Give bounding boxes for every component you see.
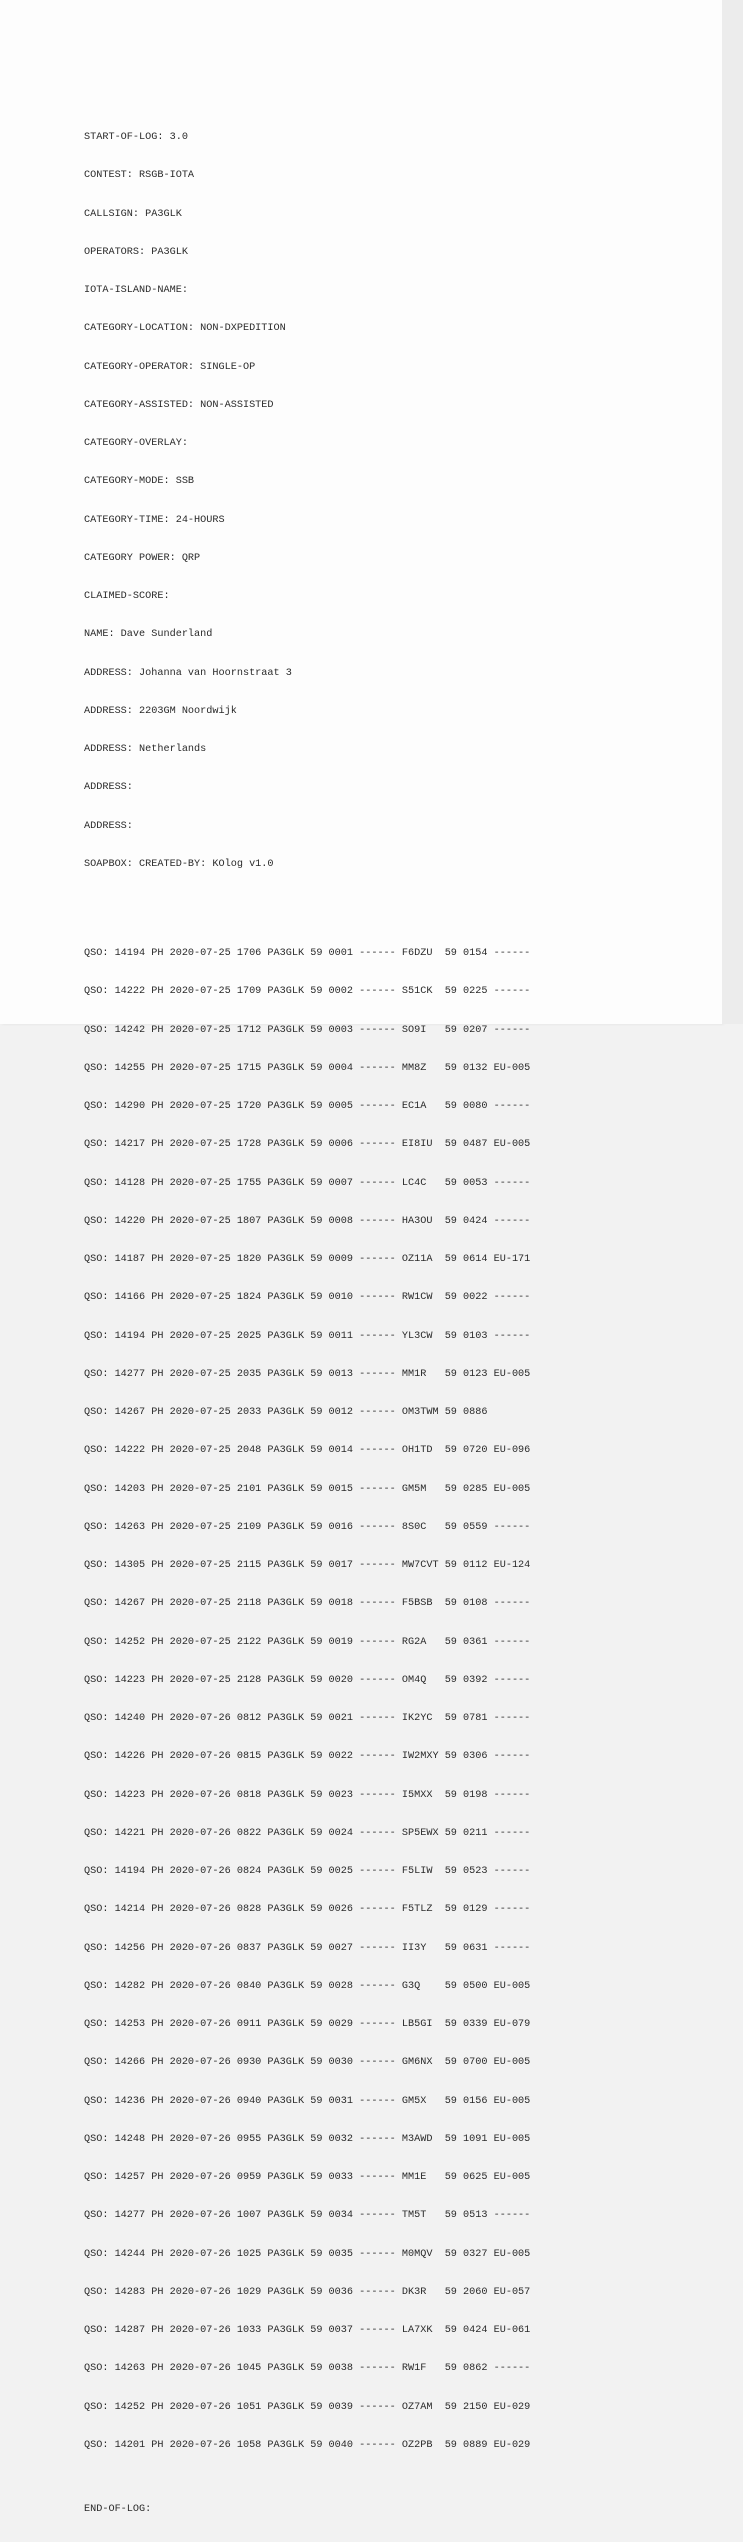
- qso-line: QSO: 14256 PH 2020-07-26 0837 PA3GLK 59 0027 ------ II3Y 59 0631 ------: [84, 1942, 531, 1954]
- address-line: ADDRESS: 2203GM Noordwijk: [84, 705, 237, 717]
- address-line: ADDRESS:: [84, 782, 133, 794]
- qso-line: QSO: 14240 PH 2020-07-26 0812 PA3GLK 59 0021 ------ IK2YC 59 0781 ------: [84, 1713, 531, 1724]
- iota-island-name-line: IOTA-ISLAND-NAME:: [84, 285, 188, 296]
- qso-line: QSO: 14128 PH 2020-07-25 1755 PA3GLK 59 0007 ------ LC4C 59 0053 ------: [84, 1177, 531, 1189]
- address-line: ADDRESS:: [84, 820, 133, 832]
- qso-line: QSO: 14244 PH 2020-07-26 1025 PA3GLK 59 0035 ------ M0MQV 59 0327 EU-005: [84, 2248, 531, 2260]
- scanner-edge: [722, 0, 743, 1024]
- category-assisted-line: CATEGORY-ASSISTED: NON-ASSISTED: [84, 399, 274, 411]
- qso-line: QSO: 14194 PH 2020-07-26 0824 PA3GLK 59 0025 ------ F5LIW 59 0523 ------: [84, 1866, 531, 1877]
- qso-line: QSO: 14187 PH 2020-07-25 1820 PA3GLK 59 0009 ------ OZ11A 59 0614 EU-171: [84, 1254, 531, 1265]
- contest-line: CONTEST: RSGB-IOTA: [84, 170, 195, 182]
- end-of-log-line: END-OF-LOG:: [84, 2503, 152, 2515]
- qso-line: QSO: 14277 PH 2020-07-25 2035 PA3GLK 59 0013 ------ MM1R 59 0123 EU-005: [84, 1368, 531, 1380]
- qso-line: QSO: 14194 PH 2020-07-25 1706 PA3GLK 59 0001 ------ F6DZU 59 0154 ------: [84, 948, 531, 959]
- qso-line: QSO: 14222 PH 2020-07-25 1709 PA3GLK 59 0002 ------ S51CK 59 0225 ------: [84, 986, 531, 998]
- callsign-line: CALLSIGN: PA3GLK: [84, 208, 182, 220]
- qso-line: QSO: 14222 PH 2020-07-25 2048 PA3GLK 59 0014 ------ OH1TD 59 0720 EU-096: [84, 1445, 531, 1457]
- start-of-log-line: START-OF-LOG: 3.0: [84, 132, 188, 143]
- qso-line: QSO: 14305 PH 2020-07-25 2115 PA3GLK 59 0017 ------ MW7CVT 59 0112 EU-124: [84, 1560, 531, 1571]
- qso-line: QSO: 14221 PH 2020-07-26 0822 PA3GLK 59 0024 ------ SP5EWX 59 0211 ------: [84, 1827, 531, 1839]
- qso-line: QSO: 14220 PH 2020-07-25 1807 PA3GLK 59 0008 ------ HA3OU 59 0424 ------: [84, 1215, 531, 1227]
- address-line: ADDRESS: Johanna van Hoornstraat 3: [84, 667, 292, 679]
- category-time-line: CATEGORY-TIME: 24-HOURS: [84, 514, 225, 526]
- operators-line: OPERATORS: PA3GLK: [84, 246, 188, 258]
- category-overlay-line: CATEGORY-OVERLAY:: [84, 438, 188, 449]
- claimed-score-line: CLAIMED-SCORE:: [84, 591, 170, 602]
- qso-line: QSO: 14223 PH 2020-07-26 0818 PA3GLK 59 0023 ------ I5MXX 59 0198 ------: [84, 1789, 531, 1801]
- qso-line: QSO: 14194 PH 2020-07-25 2025 PA3GLK 59 0011 ------ YL3CW 59 0103 ------: [84, 1330, 531, 1342]
- log-header: [84, 107, 530, 898]
- qso-line: QSO: 14226 PH 2020-07-26 0815 PA3GLK 59 0022 ------ IW2MXY 59 0306 ------: [84, 1751, 531, 1763]
- qso-line: QSO: 14201 PH 2020-07-26 1058 PA3GLK 59 0040 ------ OZ2PB 59 0889 EU-029: [84, 2439, 531, 2451]
- qso-line: QSO: 14263 PH 2020-07-26 1045 PA3GLK 59 0038 ------ RW1F 59 0862 ------: [84, 2363, 531, 2375]
- qso-line: QSO: 14252 PH 2020-07-25 2122 PA3GLK 59 0019 ------ RG2A 59 0361 ------: [84, 1636, 531, 1648]
- qso-line: QSO: 14203 PH 2020-07-25 2101 PA3GLK 59 0015 ------ GM5M 59 0285 EU-005: [84, 1483, 531, 1495]
- soapbox-line: SOAPBOX: CREATED-BY: KOlog v1.0: [84, 858, 274, 870]
- qso-line: QSO: 14242 PH 2020-07-25 1712 PA3GLK 59 0003 ------ SO9I 59 0207 ------: [84, 1024, 531, 1036]
- qso-line: QSO: 14166 PH 2020-07-25 1824 PA3GLK 59 0010 ------ RW1CW 59 0022 ------: [84, 1292, 531, 1304]
- qso-line: QSO: 14287 PH 2020-07-26 1033 PA3GLK 59 0037 ------ LA7XK 59 0424 EU-061: [84, 2325, 531, 2336]
- qso-line: QSO: 14214 PH 2020-07-26 0828 PA3GLK 59 0026 ------ F5TLZ 59 0129 ------: [84, 1904, 531, 1916]
- category-operator-line: CATEGORY-OPERATOR: SINGLE-OP: [84, 361, 256, 373]
- name-line: NAME: Dave Sunderland: [84, 629, 213, 641]
- qso-line: QSO: 14223 PH 2020-07-25 2128 PA3GLK 59 0020 ------ OM4Q 59 0392 ------: [84, 1674, 531, 1686]
- qso-line: QSO: 14267 PH 2020-07-25 2033 PA3GLK 59 0012 ------ OM3TWM 59 0886: [84, 1407, 488, 1418]
- category-power-line: CATEGORY POWER: QRP: [84, 552, 201, 564]
- qso-line: QSO: 14217 PH 2020-07-25 1728 PA3GLK 59 0006 ------ EI8IU 59 0487 EU-005: [84, 1139, 531, 1151]
- qso-line: QSO: 14252 PH 2020-07-26 1051 PA3GLK 59 0039 ------ OZ7AM 59 2150 EU-029: [84, 2401, 531, 2413]
- cabrillo-log: [84, 81, 530, 2542]
- qso-line: QSO: 14257 PH 2020-07-26 0959 PA3GLK 59 0033 ------ MM1E 59 0625 EU-005: [84, 2172, 531, 2183]
- qso-line: QSO: 14255 PH 2020-07-25 1715 PA3GLK 59 0004 ------ MM8Z 59 0132 EU-005: [84, 1062, 531, 1074]
- qso-line: QSO: 14236 PH 2020-07-26 0940 PA3GLK 59 0031 ------ GM5X 59 0156 EU-005: [84, 2095, 531, 2107]
- address-line: ADDRESS: Netherlands: [84, 744, 207, 755]
- qso-line: QSO: 14283 PH 2020-07-26 1029 PA3GLK 59 0036 ------ DK3R 59 2060 EU-057: [84, 2286, 531, 2298]
- qso-line: QSO: 14266 PH 2020-07-26 0930 PA3GLK 59 0030 ------ GM6NX 59 0700 EU-005: [84, 2057, 531, 2069]
- qso-line: QSO: 14282 PH 2020-07-26 0840 PA3GLK 59 0028 ------ G3Q 59 0500 EU-005: [84, 1980, 531, 1992]
- qso-line: QSO: 14263 PH 2020-07-25 2109 PA3GLK 59 0016 ------ 8S0C 59 0559 ------: [84, 1521, 531, 1533]
- qso-line: QSO: 14248 PH 2020-07-26 0955 PA3GLK 59 0032 ------ M3AWD 59 1091 EU-005: [84, 2133, 531, 2145]
- category-location-line: CATEGORY-LOCATION: NON-DXPEDITION: [84, 323, 286, 335]
- qso-line: QSO: 14267 PH 2020-07-25 2118 PA3GLK 59 0018 ------ F5BSB 59 0108 ------: [84, 1598, 531, 1610]
- qso-line: QSO: 14277 PH 2020-07-26 1007 PA3GLK 59 0034 ------ TM5T 59 0513 ------: [84, 2210, 531, 2222]
- qso-line: QSO: 14290 PH 2020-07-25 1720 PA3GLK 59 0005 ------ EC1A 59 0080 ------: [84, 1101, 531, 1112]
- qso-line: QSO: 14253 PH 2020-07-26 0911 PA3GLK 59 0029 ------ LB5GI 59 0339 EU-079: [84, 2019, 531, 2030]
- qso-list: [84, 923, 530, 2479]
- category-mode-line: CATEGORY-MODE: SSB: [84, 476, 195, 488]
